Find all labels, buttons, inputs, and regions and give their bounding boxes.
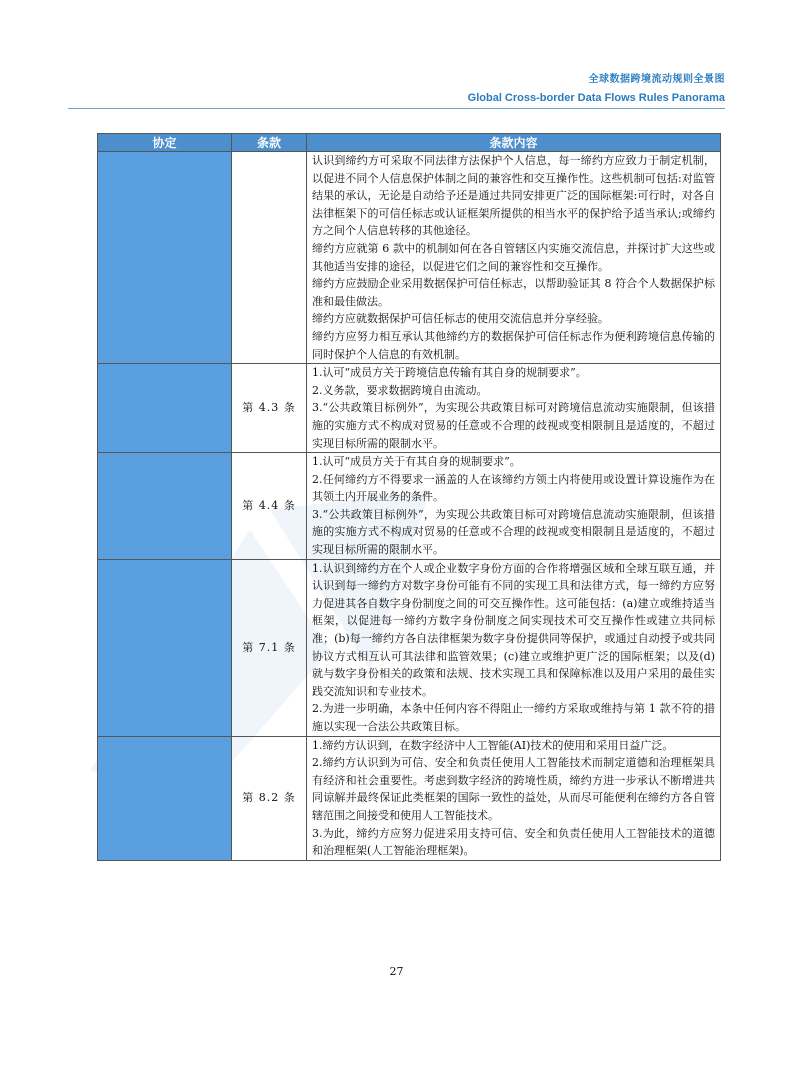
- rules-table: [97, 133, 721, 861]
- clause-cell: [232, 152, 307, 364]
- content-paragraph: 3.“公共政策目标例外”，为实现公共政策目标可对跨境信息流动实施限制，但该措施的实施方式不构成对贸易的任意或不合理的歧视或变相限制且是适度的，不超过实现目标所需的限制水平。: [312, 507, 715, 557]
- table-row: [98, 559, 721, 736]
- running-header-cn: 全球数据跨境流动规则全景图: [588, 74, 725, 85]
- table-row: [98, 152, 721, 364]
- agreement-cell: [98, 736, 232, 860]
- content-paragraph: 1.缔约方认识到，在数字经济中人工智能(AI)技术的使用和采用日益广泛。: [312, 738, 674, 752]
- column-header-agreement: 协定: [98, 134, 232, 152]
- agreement-cell: [98, 152, 232, 364]
- clause-cell: 第 4.4 条: [232, 453, 307, 560]
- table-row: [98, 453, 721, 560]
- content-paragraph: 3.“公共政策目标例外”，为实现公共政策目标可对跨境信息流动实施限制，但该措施的实施方式不构成对贸易的任意或不合理的歧视或变相限制且是适度的，不超过实现目标所需的限制水平。: [312, 401, 715, 450]
- content-cell: [307, 364, 721, 453]
- running-header-en: Global Cross-border Data Flows Rules Panorama: [467, 92, 725, 104]
- agreement-cell: [98, 559, 232, 736]
- clause-cell: 第 4.3 条: [232, 364, 307, 453]
- page-number: 27: [389, 965, 404, 978]
- content-paragraph: 缔约方应努力相互承认其他缔约方的数据保护可信任标志作为便利跨境信息传输的同时保护个人信息的有效机制。: [312, 329, 715, 361]
- content-paragraph: 1.认可“成员方关于有其自身的规制要求”。: [312, 455, 521, 469]
- content-cell: [307, 152, 721, 364]
- content-paragraph: 1.认可“成员方关于跨境信息传输有其自身的规制要求”。: [312, 366, 587, 380]
- table-row: [98, 736, 721, 860]
- content-cell: [307, 453, 721, 560]
- content-paragraph: 认识到缔约方可采取不同法律方法保护个人信息，每一缔约方应致力于制定机制，以促进不同个人信息保护体制之间的兼容性和交互操作性。这些机制可包括:对监管结果的承认，无论是自动给予还是通过共同安排更广泛的国际框架:可行时，对各自法律框架下的可信任标志或认证框架所提供的相当水平的保护给予适当承认;或缔约方之间个人信息转移的其他途径。: [312, 154, 715, 238]
- content-paragraph: 2.缔约方认识到为可信、安全和负责任使用人工智能技术而制定道德和治理框架具有经济和社会重要性。考虑到数字经济的跨境性质，缔约方进一步承认不断增进共同谅解并最终保证此类框架的国际一致性的益处，从而尽可能便利在缔约方各自管辖范围之间接受和使用人工智能技术。: [312, 756, 715, 822]
- agreement-cell: [98, 453, 232, 560]
- content-paragraph: 缔约方应就数据保护可信任标志的使用交流信息并分享经验。: [312, 312, 609, 326]
- column-header-content: 条款内容: [307, 134, 721, 152]
- content-paragraph: 2.任何缔约方不得要求一涵盖的人在该缔约方领土内将使用或设置计算设施作为在其领土内开展业务的条件。: [312, 472, 715, 504]
- content-cell: [307, 559, 721, 736]
- clause-cell: 第 7.1 条: [232, 559, 307, 736]
- content-paragraph: 2.为进一步明确，本条中任何内容不得阻止一缔约方采取或维持与第 1 款不符的措施以实现一合法公共政策目标。: [312, 702, 715, 733]
- content-paragraph: 3.为此，缔约方应努力促进采用支持可信、安全和负责任使用人工智能技术的道德和治理框架(人工智能治理框架)。: [312, 826, 715, 858]
- content-paragraph: 缔约方应就第 6 款中的机制如何在各自管辖区内实施交流信息，并探讨扩大这些或其他适当安排的途径，以促进它们之间的兼容性和交互操作。: [312, 241, 715, 273]
- agreement-cell: [98, 364, 232, 453]
- header-rule: [68, 108, 725, 109]
- table-header-row: [98, 134, 721, 152]
- content-paragraph: 2.义务款，要求数据跨境自由流动。: [312, 383, 488, 397]
- clause-cell: 第 8.2 条: [232, 736, 307, 860]
- column-header-clause: 条款: [232, 134, 307, 152]
- content-paragraph: 1.认识到缔约方在个人或企业数字身份方面的合作将增强区域和全球互联互通，并认识到每一缔约方对数字身份可能有不同的实现工具和法律方式，每一缔约方应努力促进其各自数字身份制度之间的可交互操作性。这可能包括：(a)建立或维持适当框架，以促进每一缔约方数字身份制度之间实现技术可交互操作性或建立共同标准；(b)每一缔约方各自法律框架为数字身份提供同等保护，或通过自动授予或共同协议方式相互认可其法律和监管效果；(c)建立或维护更广泛的国际框架；以及(d)就与数字身份相关的政策和法规、技术实现工具和保障标准以及用户采用的最佳实践交流知识和专业技术。: [312, 561, 715, 698]
- content-paragraph: 缔约方应鼓励企业采用数据保护可信任标志，以帮助验证其 8 符合个人数据保护标准和最佳做法。: [312, 277, 715, 308]
- table-row: [98, 364, 721, 453]
- content-cell: [307, 736, 721, 860]
